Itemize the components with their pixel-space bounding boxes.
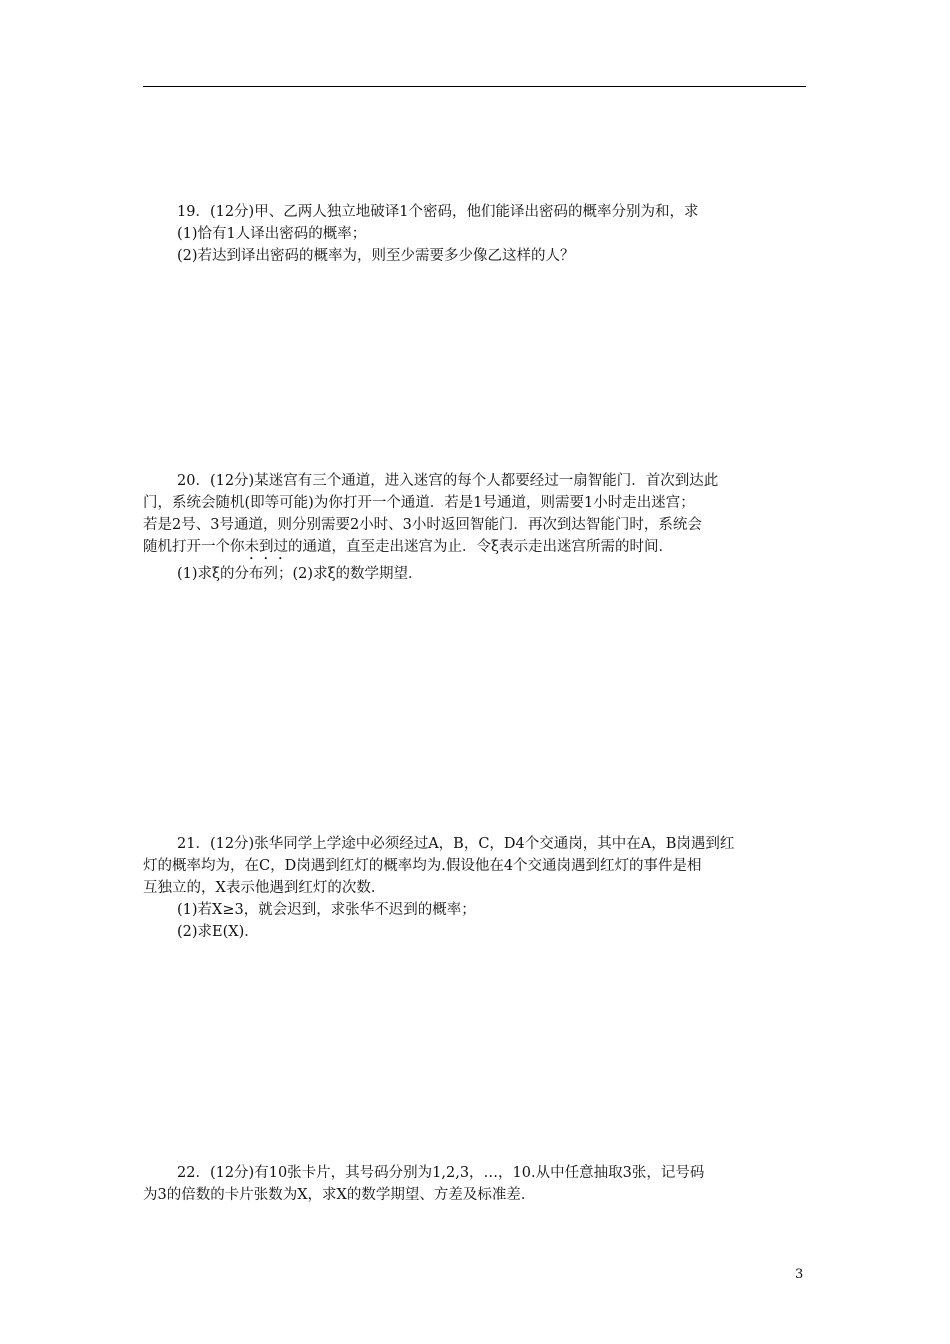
problem-20-line-4: 随机打开一个你未到过的通道，直至走出迷宫为止．令ξ表示走出迷宫所需的时间． (143, 539, 673, 555)
problem-19-stem: 19．(12分)甲、乙两人独立地破译1个密码，他们能译出密码的概率分别为和，求 (177, 204, 699, 220)
header-rule (143, 86, 806, 87)
problem-20-line-3: 若是2号、3号通道，则分别需要2小时、3小时返回智能门．再次到达智能门时，系统会 (143, 517, 702, 533)
emphasis-text: 未到过 (244, 539, 288, 555)
problem-21 (143, 833, 806, 943)
problem-20 (143, 470, 806, 585)
problem-21-line-3: 互独立的，X表示他遇到红灯的次数． (143, 880, 386, 896)
problem-21-part-1: (1)若X≥3，就会迟到，求张华不迟到的概率； (177, 902, 476, 918)
problem-19-part-1: (1)恰有1人译出密码的概率； (177, 226, 367, 242)
problem-22-line-2: 为3的倍数的卡片张数为X，求X的数学期望、方差及标准差． (143, 1187, 536, 1203)
problem-21-line-2: 灯的概率均为，在C，D岗遇到红灯的概率均为.假设他在4个交通岗遇到红灯的事件是相 (143, 858, 702, 874)
problem-22 (143, 1162, 806, 1206)
problem-20-parts: (1)求ξ的分布列；(2)求ξ的数学期望． (177, 566, 423, 582)
problem-22-line-1: 22．(12分)有10张卡片，其号码分别为1,2,3，…，10.从中任意抽取3张，记号码 (177, 1165, 705, 1181)
problem-20-line-2: 门，系统会随机(即等可能)为你打开一个通道．若是1号通道，则需要1小时走出迷宫； (143, 495, 695, 511)
problem-19 (143, 201, 806, 267)
problem-21-line-1: 21．(12分)张华同学上学途中必须经过A，B，C，D4个交通岗，其中在A，B岗遇到红 (177, 836, 735, 852)
page-number: 3 (795, 1267, 804, 1282)
problem-19-part-2: (2)若达到译出密码的概率为，则至少需要多少像乙这样的人？ (177, 248, 575, 264)
problem-20-line-1: 20．(12分)某迷宫有三个通道，进入迷宫的每个人都要经过一扇智能门．首次到达此 (177, 473, 719, 489)
problem-21-part-2: (2)求E(X)． (177, 924, 259, 940)
